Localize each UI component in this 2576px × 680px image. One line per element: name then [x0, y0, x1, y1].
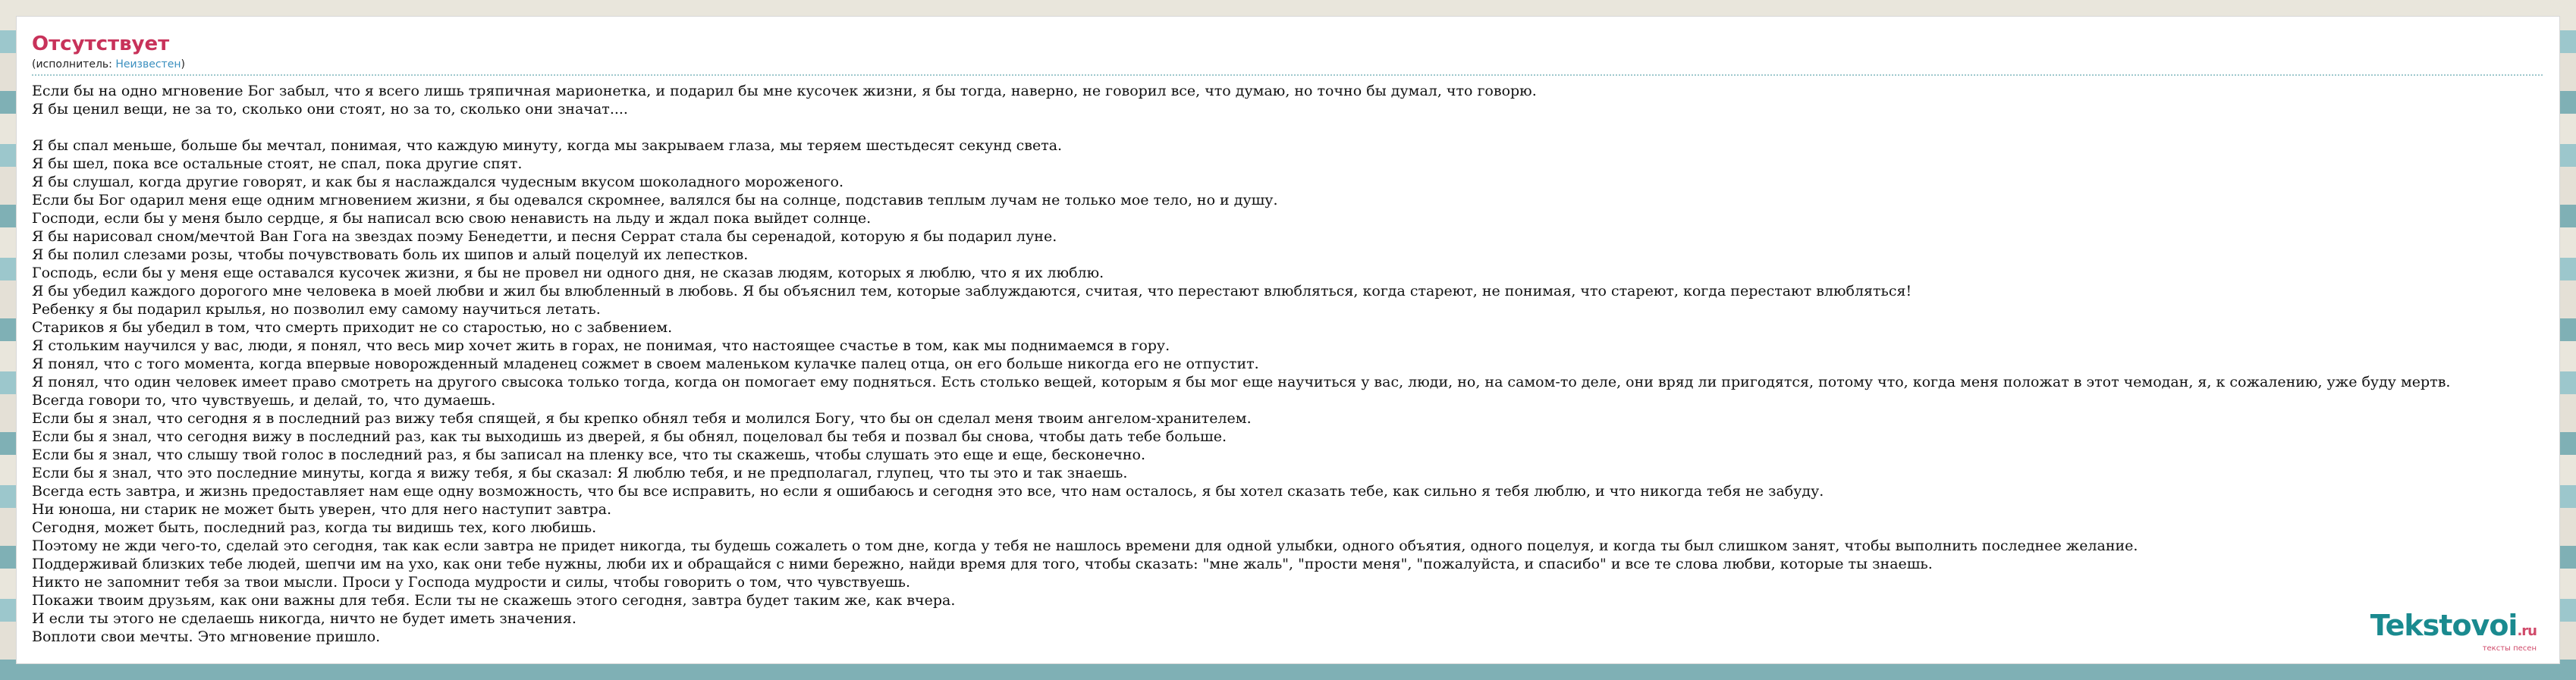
- song-title: Отсутствует: [32, 33, 170, 55]
- performer-prefix: (исполнитель:: [32, 58, 116, 71]
- lyric-line: Если бы я знал, что сегодня вижу в последний раз, как ты выходишь из дверей, я бы обнял, поцеловал бы тебя и позвал бы снова, чтобы дать тебе больше.: [32, 428, 1227, 445]
- lyric-line: Я понял, что один человек имеет право смотреть на другого свысока только тогда, когда он помогает ему подняться. Есть столько вещей, которым я бы мог еще научиться у вас, люди, но, на самом-то деле, они вряд ли пригодятся, потому что, когда меня положат в этот чемодан, я, к сожалению, уже буду мертв.: [32, 374, 2451, 390]
- lyric-line: И если ты этого не сделаешь никогда, ничто не будет иметь значения.: [32, 610, 576, 627]
- lyric-line: Я бы спал меньше, больше бы мечтал, понимая, что каждую минуту, когда мы закрываем глаза, мы теряем шестьдесят секунд света.: [32, 137, 1063, 154]
- divider: [32, 74, 2543, 76]
- lyric-line: Если бы я знал, что слышу твой голос в последний раз, я бы записал на пленку все, что ты скажешь, чтобы слушать это еще и еще, бесконечно.: [32, 447, 1145, 463]
- lyric-line: Никто не запомнит тебя за твои мысли. Проси у Господа мудрости и силы, чтобы говорить о том, что чувствуешь.: [32, 574, 911, 591]
- lyrics-content: [32, 32, 2544, 646]
- site-logo[interactable]: [2370, 611, 2537, 653]
- lyric-line: Если бы я знал, что это последние минуты, когда я вижу тебя, я бы сказал: Я люблю тебя, и не предполагал, глупец, что ты это и так знаешь.: [32, 465, 1128, 481]
- lyric-line: Я стольким научился у вас, люди, я понял, что весь мир хочет жить в горах, не понимая, что настоящее счастье в том, как мы поднимаемся в гору.: [32, 337, 1170, 354]
- lyric-line: Ребенку я бы подарил крылья, но позволил ему самому научиться летать.: [32, 301, 601, 318]
- lyric-line: Покажи твоим друзьям, как они важны для тебя. Если ты не скажешь этого сегодня, завтра будет таким же, как вчера.: [32, 592, 956, 609]
- lyric-line: Сегодня, может быть, последний раз, когда ты видишь тех, кого любишь.: [32, 519, 597, 536]
- performer-suffix: ): [181, 58, 185, 71]
- lyric-line: Всегда есть завтра, и жизнь предоставляет нам еще одну возможность, что бы все исправить, но если я ошибаюсь и сегодня это все, что нам осталось, я бы хотел сказать тебе, как сильно я тебя люблю, и что никогда тебя не забуду.: [32, 483, 1824, 500]
- lyric-line: Я бы слушал, когда другие говорят, и как бы я наслаждался чудесным вкусом шоколадного мороженого.: [32, 174, 843, 190]
- lyric-line: Всегда говори то, что чувствуешь, и делай, то, что думаешь.: [32, 392, 496, 409]
- lyric-line: Стариков я бы убедил в том, что смерть приходит не со старостью, но с забвением.: [32, 319, 673, 336]
- logo-tagline: тексты песен: [2482, 644, 2537, 653]
- performer-link[interactable]: Неизвестен: [115, 58, 181, 71]
- logo-name: Tekstovoi: [2370, 609, 2518, 642]
- lyric-line: Воплоти свои мечты. Это мгновение пришло.: [32, 628, 381, 645]
- lyric-line: Я понял, что с того момента, когда впервые новорожденный младенец сожмет в своем маленьком кулачке палец отца, он его больше никогда его не отпустит.: [32, 356, 1259, 372]
- lyric-line: Если бы Бог одарил меня еще одним мгновением жизни, я бы одевался скромнее, валялся бы на солнце, подставив теплым лучам не только мое тело, но и душу.: [32, 192, 1278, 208]
- logo-tld: .ru: [2517, 623, 2537, 639]
- lyric-line: Я бы шел, пока все остальные стоят, не спал, пока другие спят.: [32, 155, 523, 172]
- lyric-line: Я бы убедил каждого дорогого мне человека в моей любви и жил бы влюбленный в любовь. Я бы объяснил тем, которые заблуждаются, считая, что перестают влюбляться, когда стареют, не понимая, что стареют, когда перестают влюбляться!: [32, 283, 1912, 299]
- performer-line: [32, 58, 2544, 71]
- lyric-line: Я бы полил слезами розы, чтобы почувствовать боль их шипов и алый поцелуй их лепестков.: [32, 246, 749, 263]
- lyric-line: Поэтому не жди чего-то, сделай это сегодня, так как если завтра не придет никогда, ты будешь сожалеть о том дне, когда у тебя не нашлось времени для одной улыбки, одного объятия, одного поцелуя, и когда ты был слишком занят, чтобы выполнить последнее желание.: [32, 537, 2138, 554]
- lyric-line: Ни юноша, ни старик не может быть уверен, что для него наступит завтра.: [32, 501, 612, 518]
- logo-wordmark: [2370, 611, 2537, 646]
- lyric-line: Поддерживай близких тебе людей, шепчи им на ухо, как они тебе нужны, люби их и обращайся с ними бережно, найди время для того, чтобы сказать: "мне жаль", "прости меня", "пожалуйста, и спасибо" и все те слова любви, которые ты знаешь.: [32, 556, 1933, 572]
- lyric-line: Я бы ценил вещи, не за то, сколько они стоят, но за то, сколько они значат....: [32, 101, 628, 118]
- lyrics-text: [32, 82, 2544, 646]
- lyric-line: Если бы я знал, что сегодня я в последний раз вижу тебя спящей, я бы крепко обнял тебя и молился Богу, что бы он сделал меня твоим ангелом-хранителем.: [32, 410, 1252, 427]
- lyrics-panel: [17, 17, 2559, 663]
- lyric-line: [32, 118, 2544, 136]
- lyric-line: Господь, если бы у меня еще оставался кусочек жизни, я бы не провел ни одного дня, не сказав людям, которых я люблю, что я их люблю.: [32, 265, 1104, 281]
- lyric-line: Если бы на одно мгновение Бог забыл, что я всего лишь тряпичная марионетка, и подарил бы мне кусочек жизни, я бы тогда, наверно, не говорил все, что думаю, но точно бы думал, что говорю.: [32, 83, 1537, 99]
- lyric-line: Я бы нарисовал сном/мечтой Ван Гога на звездах поэму Бенедетти, и песня Серрат стала бы серенадой, которую я бы подарил луне.: [32, 228, 1057, 245]
- lyric-line: Господи, если бы у меня было сердце, я бы написал всю свою ненависть на льду и ждал пока выйдет солнце.: [32, 210, 872, 227]
